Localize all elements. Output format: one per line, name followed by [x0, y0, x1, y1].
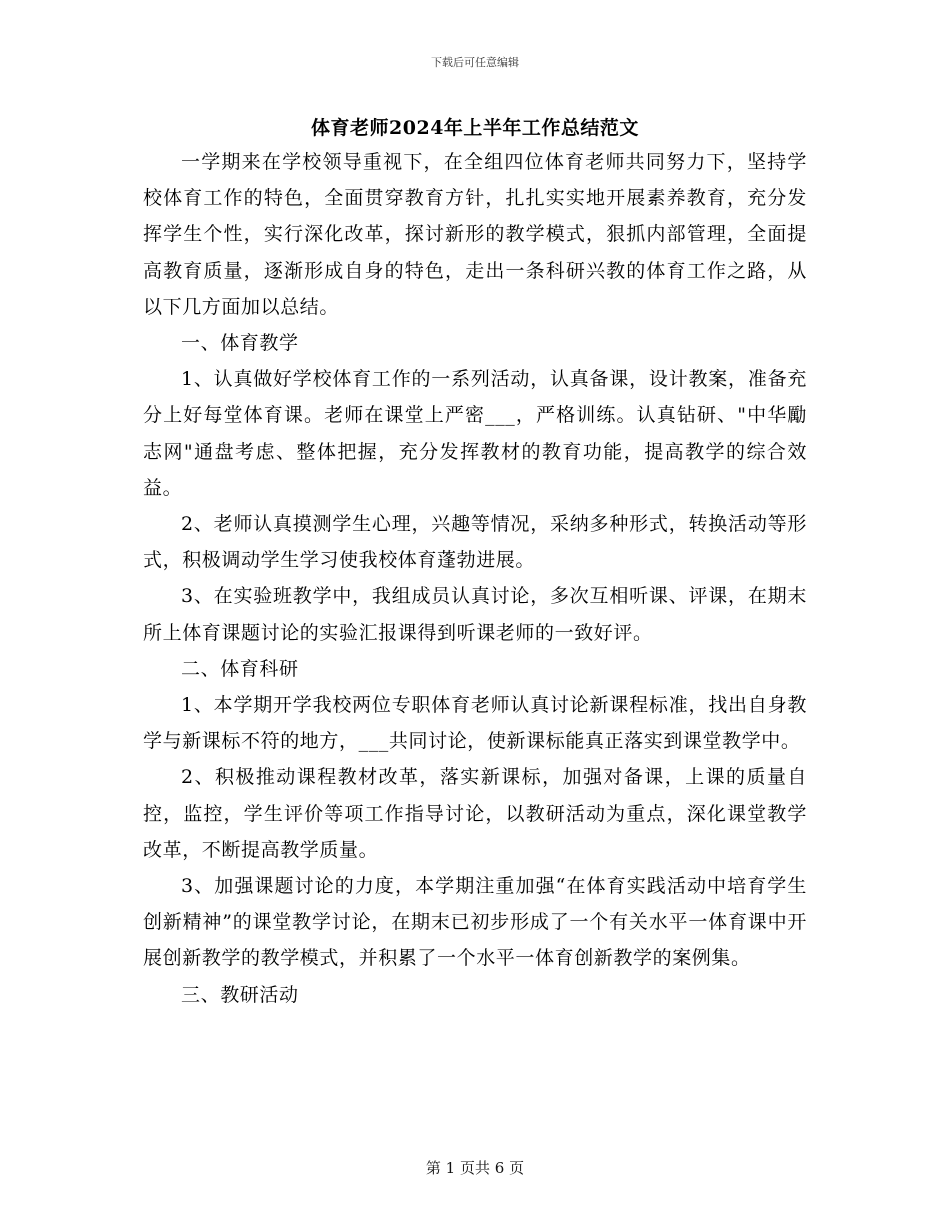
- document-title: 体育老师2024年上半年工作总结范文: [311, 117, 639, 139]
- paragraph-research-1: 1、本学期开学我校两位专职体育老师认真讨论新课程标准，找出自身教学与新课标不符的地方，___共同讨论，使新课标能真正落实到课堂教学中。: [143, 694, 807, 753]
- paragraph-teaching-1: 1、认真做好学校体育工作的一系列活动，认真备课，设计教案，准备充分上好每堂体育课。老师在课堂上严密___，严格训练。认真钻研、"中华勵志网"通盘考虑、整体把握，充分发挥教材的教育功能，提高教学的综合效益。: [143, 368, 807, 499]
- paragraph-teaching-2: 2、老师认真摸测学生心理，兴趣等情况，采纳多种形式，转换活动等形式，积极调动学生学习使我校体育蓬勃进展。: [143, 513, 807, 572]
- section-heading-research: 二、体育科研: [181, 657, 299, 680]
- paragraph-research-3: 3、加强课题讨论的力度，本学期注重加强“在体育实践活动中培育学生创新精神”的课堂教学讨论，在期末已初步形成了一个有关水平一体育课中开展创新教学的教学模式，并积累了一个水平一体育创新教学的案例集。: [143, 875, 807, 970]
- paragraph-research-2: 2、积极推动课程教材改革，落实新课标，加强对备课，上课的质量自控，监控，学生评价等项工作指导讨论，以教研活动为重点，深化课堂教学改革，不断提高教学质量。: [143, 766, 807, 861]
- header-note: 下载后可任意编辑: [431, 56, 519, 69]
- section-heading-activities: 三、教研活动: [181, 983, 299, 1006]
- document-body: [143, 112, 807, 1013]
- section-heading-teaching: 一、体育教学: [181, 332, 299, 355]
- paragraph-teaching-3: 3、在实验班教学中，我组成员认真讨论，多次互相听课、评课，在期末所上体育课题讨论的实验汇报课得到听课老师的一致好评。: [143, 585, 807, 644]
- paragraph-intro: 一学期来在学校领导重视下，在全组四位体育老师共同努力下，坚持学校体育工作的特色，全面贯穿教育方针，扎扎实实地开展素养教育，充分发挥学生个性，实行深化改革，探讨新形的教学模式，狠抓内部管理，全面提高教育质量，逐渐形成自身的特色，走出一条科研兴教的体育工作之路，从以下几方面加以总结。: [143, 151, 807, 318]
- page-number: 第 1 页共 6 页: [425, 1159, 525, 1177]
